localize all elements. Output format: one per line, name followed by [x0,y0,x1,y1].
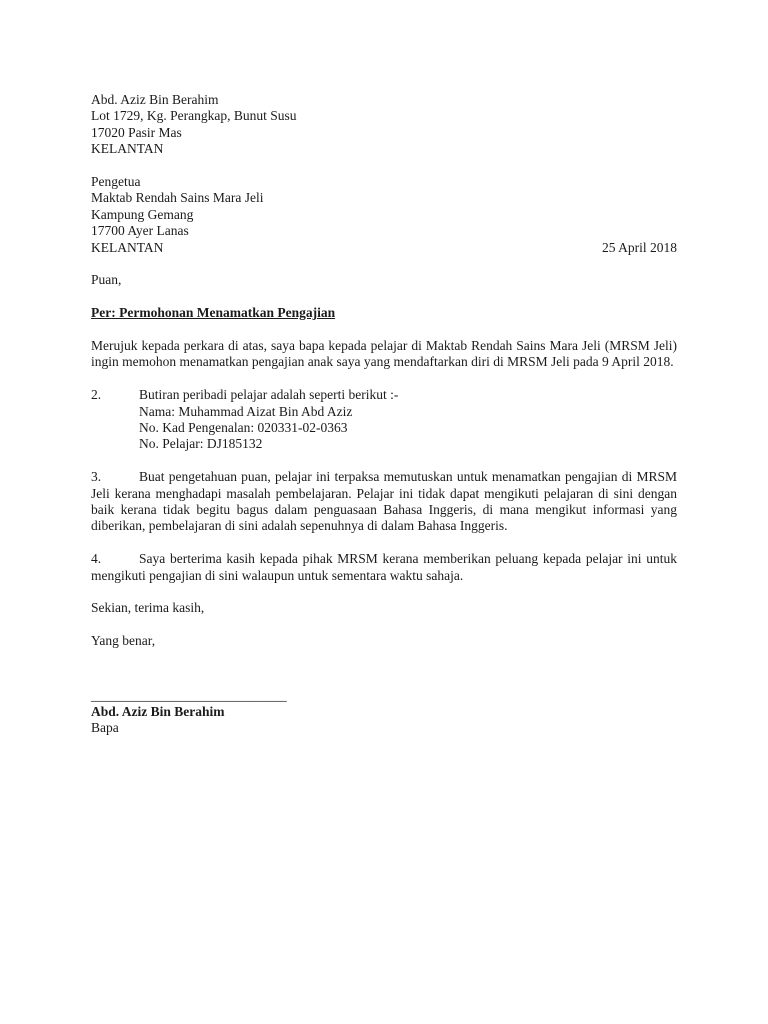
paragraph-3 [91,469,677,535]
paragraph-2-number: 2. [91,387,102,403]
paragraph-3-text: Buat pengetahuan puan, pelajar ini terpaksa memutuskan untuk menamatkan pengajian di MRSM Jeli kerana menghadapi masalah pembelajaran. Pelajar ini tidak dapat mengikuti pelajaran di sini dengan baik kerana tidak begitu bagus dalam penguasaan Bahasa Inggeris, di mana mengikut informasi yang diberikan, pembelajaran di sini adalah sepenuhnya di dalam Bahasa Inggeris. [91,469,677,534]
recipient-state: KELANTAN [91,239,164,255]
state-and-date-row [91,240,677,256]
signature-role: Bapa [91,720,119,736]
signoff-line: Yang benar, [91,633,156,649]
letter-date: 25 April 2018 [601,239,677,255]
paragraph-1: Merujuk kepada perkara di atas, saya bapa kepada pelajar di Maktab Rendah Sains Mara Jeli (MRSM Jeli) ingin memohon menamatkan pengajian anak saya yang mendaftarkan diri di MRSM Jeli pada 9 April 2018. [91,338,677,370]
recipient-village: Kampung Gemang [91,206,194,222]
sender-address-block [91,92,677,158]
salutation: Puan, [91,272,122,288]
sender-postcode-city: 17020 Pasir Mas [91,124,182,140]
paragraph-2 [91,387,677,453]
closing-line: Sekian, terima kasih, [91,600,205,616]
signature-rule: _____________________________ [91,687,287,703]
recipient-title: Pengetua [91,174,141,190]
signature-name: Abd. Aziz Bin Berahim [91,704,225,720]
student-name-detail: Nama: Muhammad Aizat Bin Abd Aziz [139,403,353,419]
recipient-institution: Maktab Rendah Sains Mara Jeli [91,190,264,206]
sender-street: Lot 1729, Kg. Perangkap, Bunut Susu [91,108,297,124]
sender-name: Abd. Aziz Bin Berahim [91,92,219,107]
paragraph-4-text: Saya berterima kasih kepada pihak MRSM kerana memberikan peluang kepada pelajar ini untuk mengikuti pengajian di sini walaupun untuk sementara waktu sahaja. [91,551,677,583]
paragraph-3-number: 3. [91,469,102,485]
signature-block [91,688,677,737]
paragraph-4 [91,551,677,584]
student-ic-detail: No. Kad Pengenalan: 020331-02-0363 [139,420,348,436]
paragraph-4-number: 4. [91,551,102,567]
subject-line: Per: Permohonan Menamatkan Pengajian [91,305,336,321]
student-id-detail: No. Pelajar: DJ185132 [139,436,263,452]
recipient-address-block [91,174,677,256]
paragraph-2-intro: Butiran peribadi pelajar adalah seperti berikut :- [139,387,399,403]
sender-state: KELANTAN [91,141,164,157]
recipient-postcode-city: 17700 Ayer Lanas [91,223,189,239]
